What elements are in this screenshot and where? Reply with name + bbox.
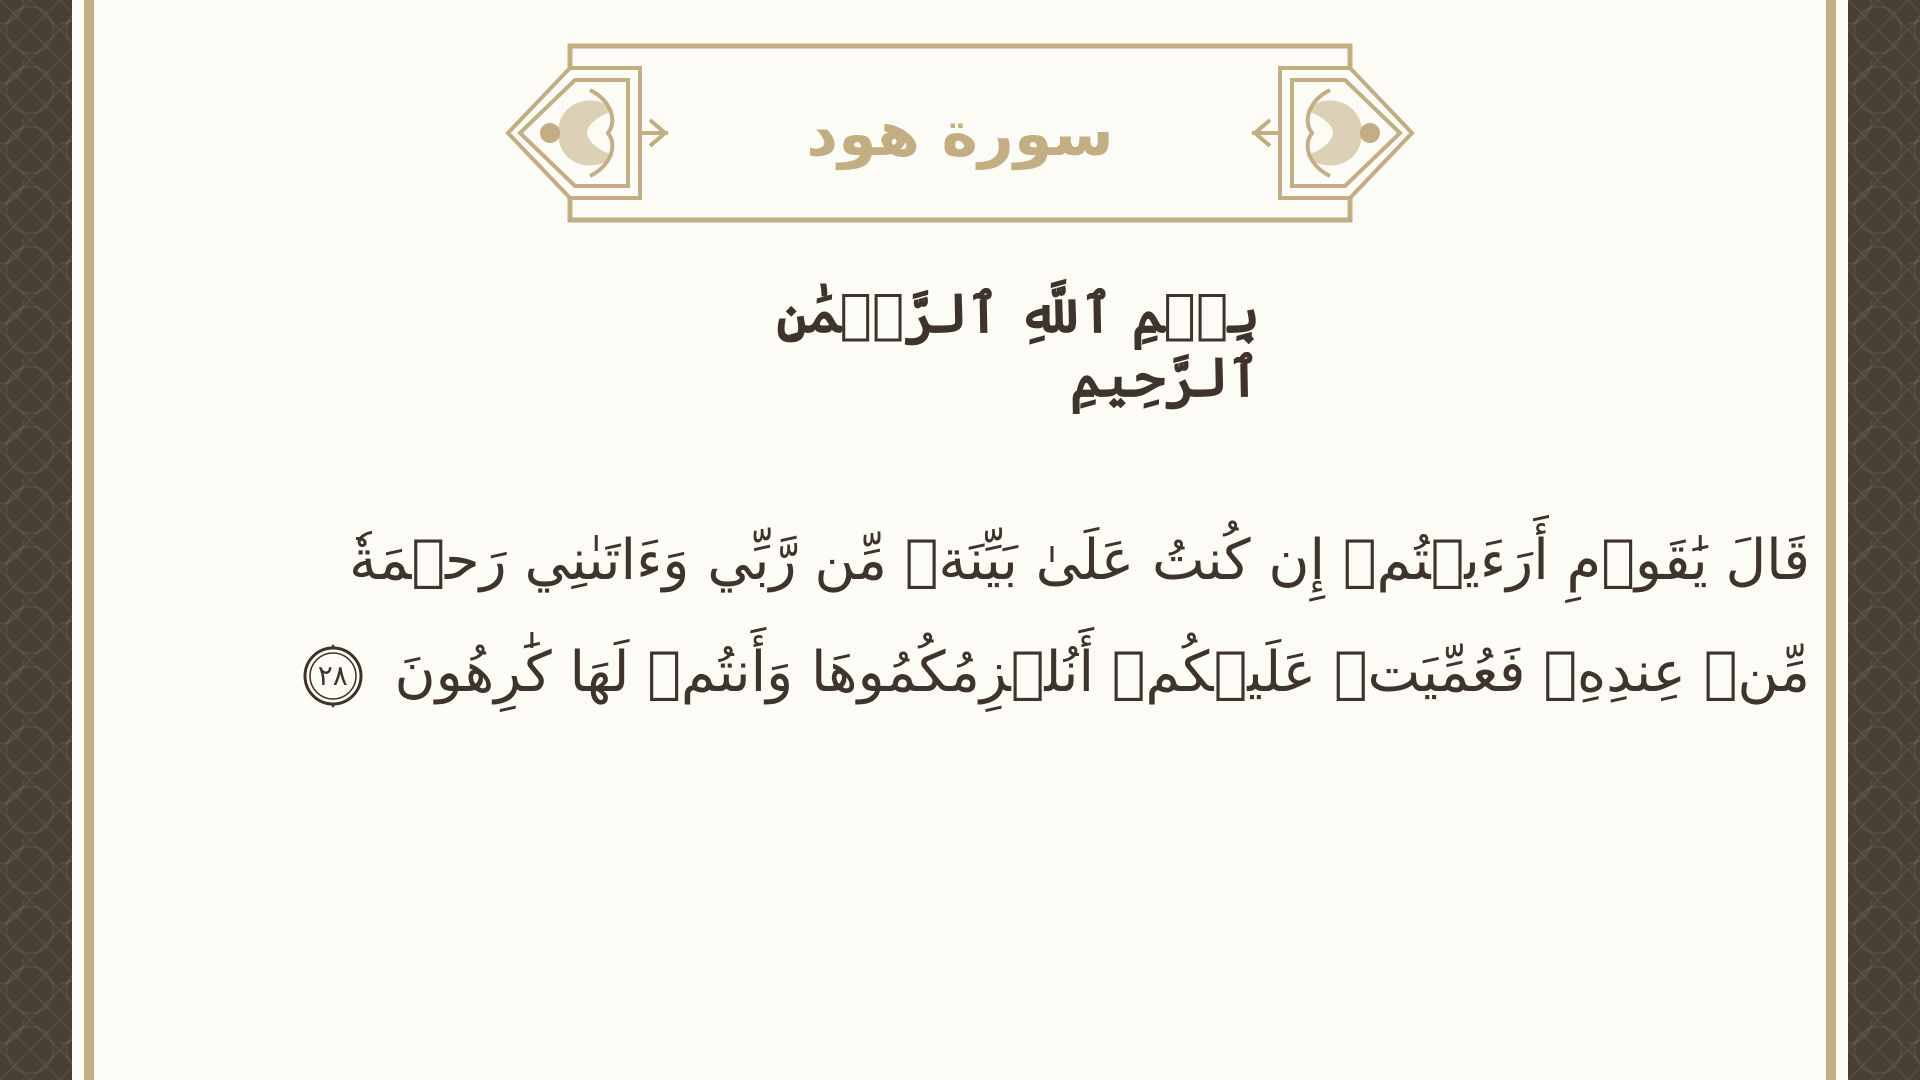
left-gold-rule <box>84 0 94 1080</box>
left-patterned-border <box>0 0 72 1080</box>
surah-title-banner <box>500 40 1420 226</box>
verse-block <box>240 505 1810 729</box>
right-patterned-border <box>1848 0 1920 1080</box>
right-gold-rule <box>1826 0 1836 1080</box>
basmala: بِسۡمِ ٱللَّهِ ٱلرَّحۡمَٰنِ ٱلرَّحِيمِ <box>776 281 1260 409</box>
surah-name: سورة هود <box>806 96 1114 170</box>
ayah-number: ٢٨ <box>317 658 348 692</box>
ayah-end-marker-icon <box>299 642 367 710</box>
verse-text: قَالَ يَٰقَوۡمِ أَرَءَيۡتُمۡ إِن كُنتُ عَلَىٰ بَيِّنَةٖ مِّن رَّبِّي وَءَاتَىٰنِي رَحۡمَةٗ مِّنۡ عِندِهِۦ فَعُمِّيَتۡ عَلَيۡكُمۡ أَنُلۡزِمُكُمُوهَا وَأَنتُمۡ لَهَا كَٰرِهُونَ <box>348 528 1810 705</box>
